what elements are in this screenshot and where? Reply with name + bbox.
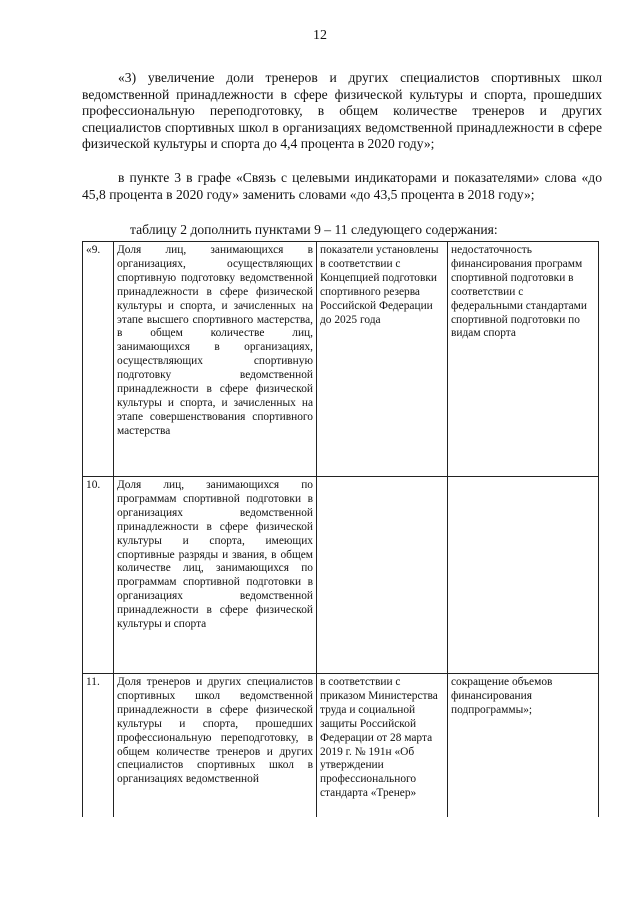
source-cell: в соответствии с приказом Министерства труда и социальной защиты Российской Федерации от 28 марта 2019 г. № 191н «Об утверждении профессионального стандарта «Тренер» (317, 674, 448, 818)
risk-cell: сокращение объемов финансирования подпрограммы»; (448, 674, 599, 818)
table-row (83, 242, 599, 477)
source-cell: показатели установлены в соответствии с Концепцией подготовки спортивного резерва Российской Федерации до 2025 года (317, 242, 448, 477)
row-number: 11. (83, 674, 114, 818)
table-row (83, 674, 599, 818)
indicators-table (82, 241, 599, 817)
indicator-cell: Доля лиц, занимающихся по программам спортивной подготовки в организациях ведомственной принадлежности в сфере физической культуры и спорта, имеющих спортивные разряды и звания, в общем количестве лиц, занимающихся по программам спортивной подготовки в организациях ведомственной принадлежности в сфере физической культуры и спорта (114, 477, 317, 674)
paragraph-table-intro: таблицу 2 дополнить пунктами 9 – 11 следующего содержания: (130, 222, 498, 237)
risk-cell: недостаточность финансирования программ спортивной подготовки в соответствии с федеральными стандартами спортивной подготовки по видам спорта (448, 242, 599, 477)
risk-cell (448, 477, 599, 674)
paragraph-item-3: «3) увеличение доли тренеров и других специалистов спортивных школ ведомственной принадлежности в сфере физической культуры и спорта, прошедших профессиональную переподготовку, в общем количестве тренеров и других специалистов спортивных школ в организациях ведомственной принадлежности в сфере физической культуры и спорта до 4,4 процента в 2020 году»; (82, 70, 602, 152)
row-number: «9. (83, 242, 114, 477)
row-number: 10. (83, 477, 114, 674)
indicator-cell: Доля лиц, занимающихся в организациях, осуществляющих спортивную подготовку ведомственной принадлежности в сфере физической культуры и спорта, и зачисленных на этапе высшего спортивного мастерства, в общем количестве лиц, занимающихся в организациях, осуществляющих спортивную подготовку ведомственной принадлежности в сфере физической культуры и спорта, и зачисленных на этапе совершенствования спортивного мастерства (114, 242, 317, 477)
page-number: 12 (313, 28, 327, 43)
source-cell (317, 477, 448, 674)
paragraph-point-3: в пункте 3 в графе «Связь с целевыми индикаторами и показателями» слова «до 45,8 процента в 2020 году» заменить словами «до 43,5 процента в 2018 году»; (82, 170, 602, 202)
indicator-cell: Доля тренеров и других специалистов спортивных школ ведомственной принадлежности в сфере физической культуры и спорта, прошедших профессиональную переподготовку, в общем количестве тренеров и других специалистов спортивных школ в организациях ведомственной (114, 674, 317, 818)
table-row (83, 477, 599, 674)
